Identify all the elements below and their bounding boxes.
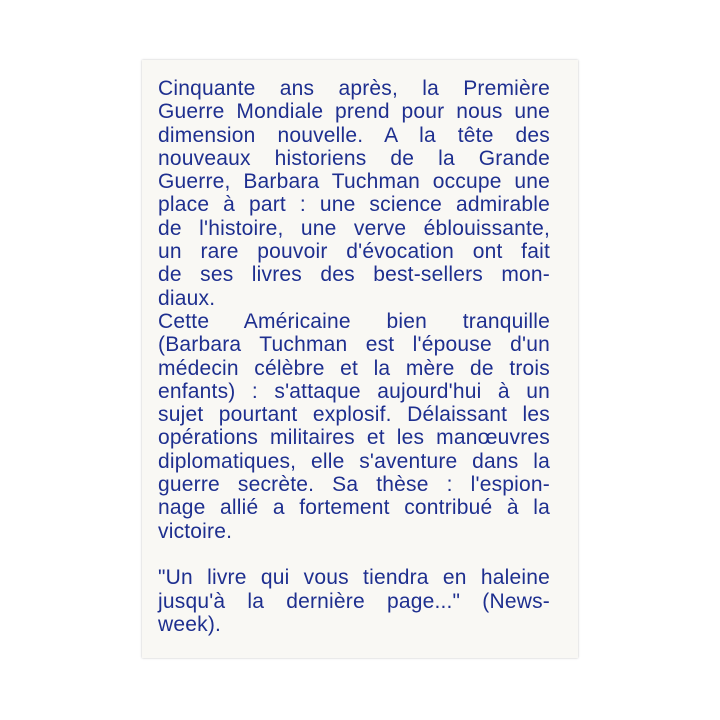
paragraph2-line: nage allié a fortement contribué à la — [158, 496, 550, 520]
paragraph2-line: victoire. — [158, 519, 233, 543]
quote-line: "Un livre qui vous tiendra en haleine — [158, 566, 550, 590]
paragraph1-line: un rare pouvoir d'évocation ont fait — [158, 240, 550, 264]
paragraph-gap — [158, 543, 550, 566]
paragraph2-line: (Barbara Tuchman est l'épouse d'un — [158, 333, 550, 357]
paragraph2-line: opérations militaires et les manœuvres — [158, 426, 550, 450]
quote-line: jusqu'à la dernière page..." (News- — [158, 589, 550, 613]
paragraph1-line: de l'histoire, une verve éblouissante, — [158, 216, 550, 240]
paragraph1-line: Guerre Mondiale prend pour nous une — [158, 100, 550, 124]
paragraph1-line: Cinquante ans après, la Première — [158, 77, 550, 100]
paragraph1-line: diaux. — [158, 286, 216, 310]
paragraph1-line: de ses livres des best-sellers mon- — [158, 263, 550, 287]
quote-line: week). — [158, 612, 222, 636]
paragraph2-line: médecin célèbre et la mère de trois — [158, 356, 550, 380]
paragraph2-line: Cette Américaine bien tranquille — [158, 309, 550, 333]
paragraph1-line: nouveaux historiens de la Grande — [158, 146, 550, 170]
paragraph2-line: enfants) : s'attaque aujourd'hui à un — [158, 379, 550, 403]
paragraph1-line: dimension nouvelle. A la tête des — [158, 123, 550, 147]
paragraph2-line: guerre secrète. Sa thèse : l'espion- — [158, 473, 550, 497]
paragraph2-line: sujet pourtant explosif. Délaissant les — [158, 403, 550, 427]
paragraph1-line: place à part : une science admirable — [158, 193, 550, 217]
blurb-text — [158, 77, 550, 636]
book-back-cover — [142, 60, 578, 658]
paragraph2-line: diplomatiques, elle s'aventure dans la — [158, 449, 550, 473]
paragraph1-line: Guerre, Barbara Tuchman occupe une — [158, 170, 550, 194]
